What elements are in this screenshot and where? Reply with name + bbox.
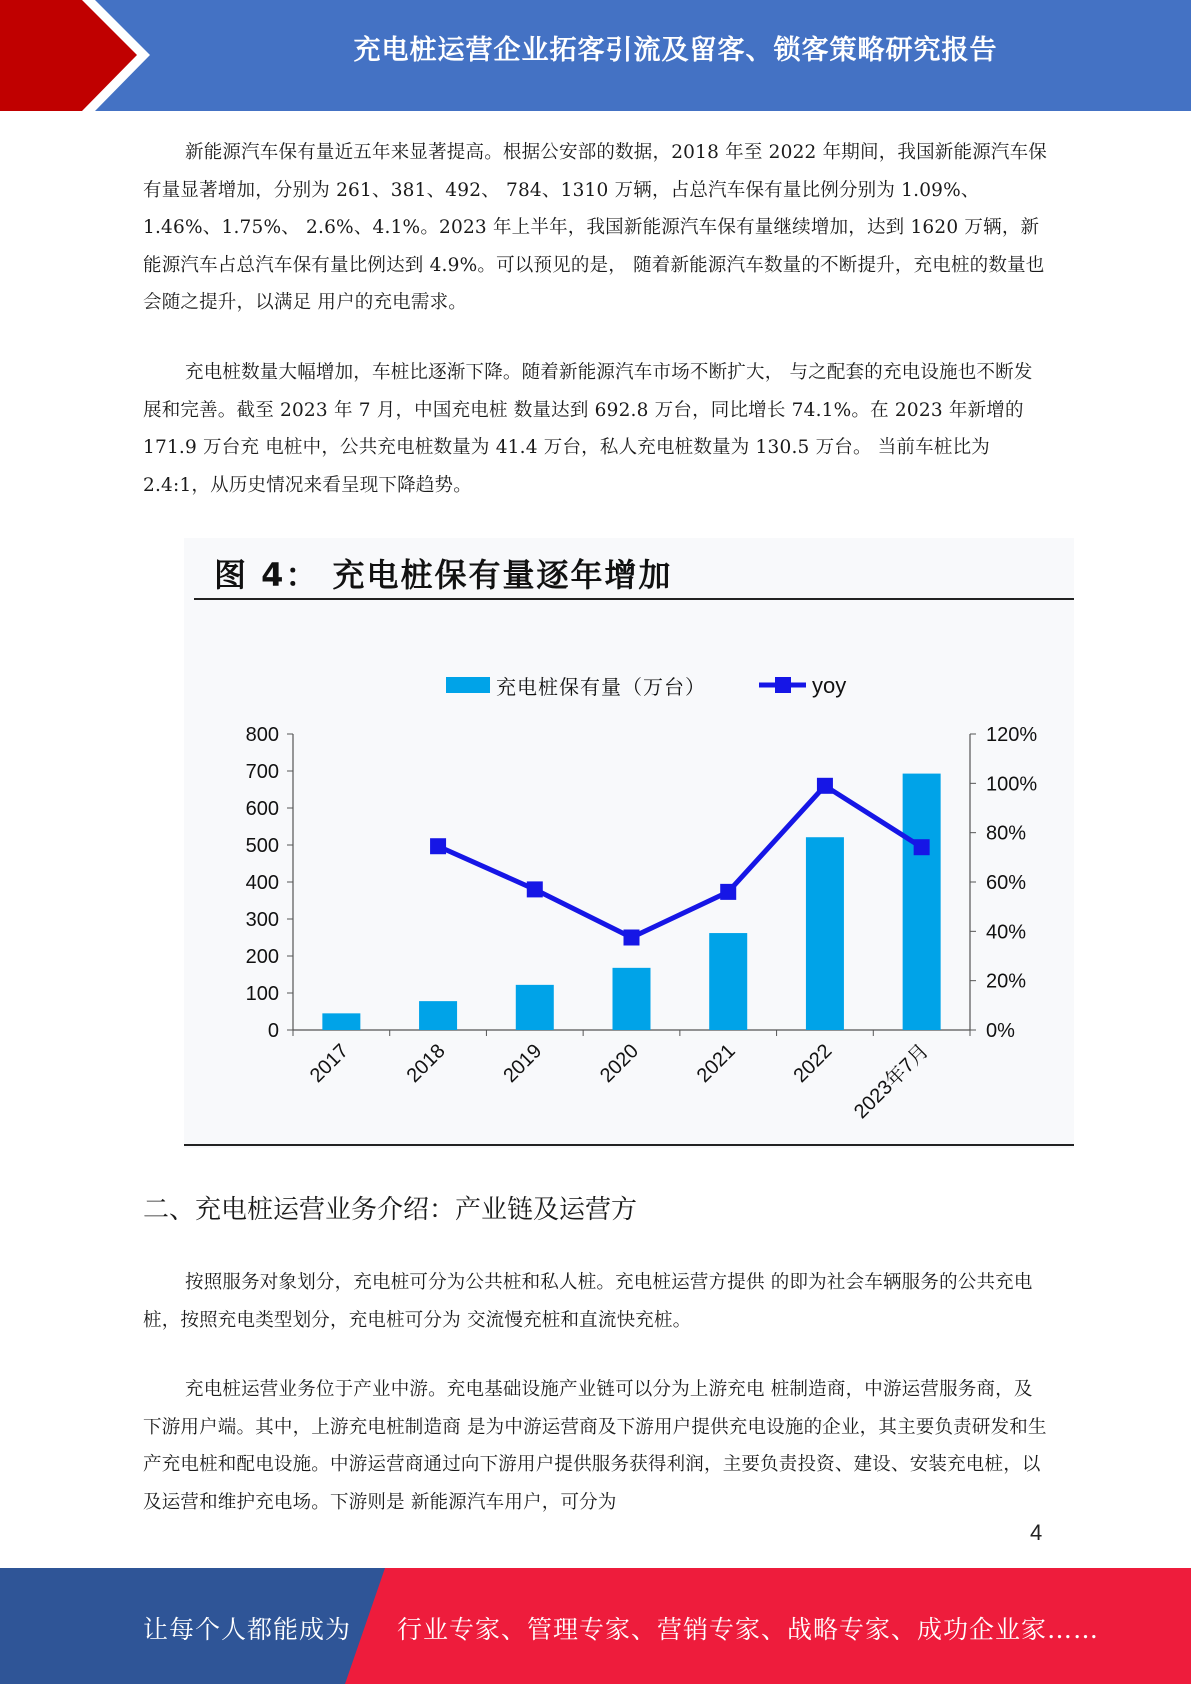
footer-slogan-left: 让每个人都能成为 — [143, 1615, 352, 1644]
bar — [419, 1001, 457, 1030]
y-tick-label: 800 — [245, 724, 279, 746]
y-tick-label: 600 — [245, 798, 279, 820]
x-tick-label: 2017 — [305, 1039, 353, 1088]
figure-rule-bottom — [184, 1144, 1074, 1146]
body-paragraph-1: 新能源汽车保有量近五年来显著提高。根据公安部的数据，2018 年至 2022 年期间，我国新能源汽车保有量显著增加，分别为 261、381、492、 784、1310 万辆，占总汽车保有量比例分别为 1.09%、1.46%、1.75%、 2.6%、4.1%。2023 年上半年，我国新能源汽车保有量继续增加，达到 1620 万辆，新能源汽车占总汽车保有量比例达到 4.9%。可以预见的是， 随着新能源汽车数量的不断提升，充电桩的数量也会随之提升，以满足 用户的充电需求。 — [143, 142, 1048, 313]
y2-tick-label: 100% — [986, 773, 1038, 796]
bar — [322, 1013, 360, 1030]
x-tick-label: 2021 — [692, 1039, 740, 1088]
page-header — [0, 0, 1191, 111]
bar — [709, 933, 747, 1030]
legend-bar-label: 充电桩保有量（万台） — [496, 677, 706, 699]
y2-tick-label: 80% — [986, 822, 1027, 845]
y2-tick-label: 20% — [986, 970, 1027, 993]
y-tick-label: 100 — [245, 983, 279, 1005]
document-title: 充电桩运营企业拓客引流及留客、锁客策略研究报告 — [353, 35, 998, 66]
body-paragraph-4: 充电桩运营业务位于产业中游。充电基础设施产业链可以分为上游充电 桩制造商，中游运营服务商，及下游用户端。其中，上游充电桩制造商 是为中游运营商及下游用户提供充电设施的企业，其主要负责研发和生 产充电桩和配电设施。中游运营商通过向下游用户提供服务获得利润，主要负责投资、建设、安装充电桩，以及运营和维护充电场。下游则是 新能源汽车用户，可分为 — [143, 1379, 1047, 1513]
bar — [613, 968, 651, 1030]
legend-bar-swatch — [446, 677, 490, 693]
x-tick-label: 2019 — [499, 1039, 547, 1088]
section-heading: 二、充电桩运营业务介绍：产业链及运营方 — [143, 1195, 638, 1225]
y2-tick-label: 0% — [986, 1020, 1015, 1042]
figure-chart — [184, 538, 1074, 1148]
y2-tick-label: 60% — [986, 872, 1027, 894]
yoy-marker — [720, 884, 736, 900]
x-tick-label: 2022 — [789, 1039, 837, 1088]
y-tick-label: 700 — [245, 761, 279, 783]
y-tick-label: 0 — [267, 1020, 279, 1042]
body-paragraph-3: 按照服务对象划分，充电桩可分为公共桩和私人桩。充电桩运营方提供 的即为社会车辆服务的公共充电桩，按照充电类型划分，充电桩可分为 交流慢充桩和直流快充桩。 — [143, 1272, 1033, 1331]
y-tick-label: 200 — [245, 946, 279, 968]
yoy-line — [438, 786, 922, 938]
x-tick-label: 2020 — [596, 1039, 644, 1088]
page-footer — [0, 1568, 1191, 1684]
yoy-marker — [527, 881, 543, 897]
figure-title: 图 4： 充电桩保有量逐年增加 — [214, 556, 673, 594]
arrow-decoration — [0, 0, 160, 111]
page-number: 4 — [1030, 1520, 1043, 1545]
y-tick-label: 400 — [245, 872, 279, 894]
legend-line-label: yoy — [812, 673, 847, 698]
y2-tick-label: 120% — [986, 724, 1038, 746]
x-tick-label: 2018 — [402, 1039, 450, 1088]
footer-slogan-right: 行业专家、管理专家、营销专家、战略专家、成功企业家…… — [397, 1615, 1100, 1644]
y2-tick-label: 40% — [986, 921, 1027, 944]
bar — [806, 837, 844, 1030]
bar — [903, 774, 941, 1030]
bar — [516, 985, 554, 1030]
yoy-marker — [430, 838, 446, 854]
yoy-marker — [624, 930, 640, 946]
body-paragraph-2: 充电桩数量大幅增加，车桩比逐渐下降。随着新能源汽车市场不断扩大， 与之配套的充电设施也不断发展和完善。截至 2023 年 7 月，中国充电桩 数量达到 692.8 万台，同比增长 74.1%。在 2023 年新增的 171.9 万台充 电桩中，公共充电桩数量为 41.4 万台，私人充电桩数量为 130.5 万台。 当前车桩比为 2.4:1，从历史情况来看呈现下降趋势。 — [143, 362, 1033, 496]
yoy-marker — [817, 778, 833, 794]
x-tick-label: 2023年7月 — [850, 1039, 934, 1124]
y-tick-label: 500 — [245, 835, 279, 857]
legend-line-marker — [775, 677, 791, 693]
yoy-marker — [914, 839, 930, 855]
y-tick-label: 300 — [245, 909, 279, 931]
chart-svg — [184, 600, 1074, 1140]
